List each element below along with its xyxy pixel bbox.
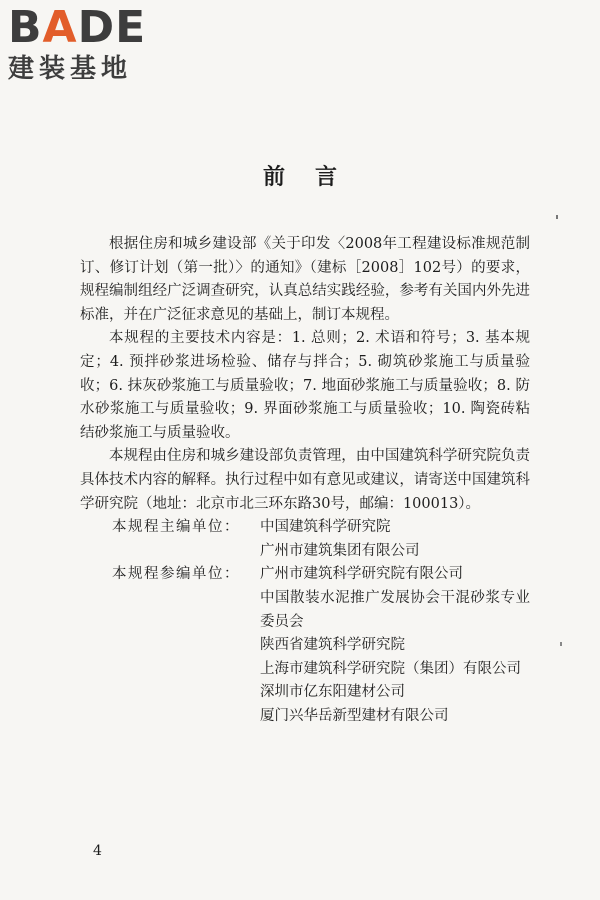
list-item: 上海市建筑科学研究院（集团）有限公司 — [260, 660, 521, 677]
participating-units-row — [80, 563, 530, 728]
chief-units-list — [260, 516, 530, 563]
logo-letter-a: A — [42, 2, 78, 53]
logo-wordmark — [8, 2, 178, 53]
brand-logo — [8, 2, 178, 84]
participating-units-label: 本规程参编单位： — [112, 566, 240, 583]
scan-speck — [556, 215, 558, 219]
scan-speck — [560, 642, 562, 646]
paragraph-background: 根据住房和城乡建设部《关于印发〈2008年工程建设标准规范制订、修订计划（第一批）〉的通知》（建标［2008］102号）的要求，规程编制组经广泛调查研究，认真总结实践经验，参考有关国内外先进标准，并在广泛征求意见的基础上，制订本规程。 — [80, 236, 530, 323]
paragraph-management: 本规程由住房和城乡建设部负责管理，由中国建筑科学研究院负责具体技术内容的解释。执行过程中如有意见或建议，请寄送中国建筑科学研究院（地址：北京市北三环东路30号，邮编：100013）。 — [80, 448, 530, 512]
logo-subtitle: 建装基地 — [8, 54, 133, 84]
list-item: 厦门兴华岳新型建材有限公司 — [260, 707, 449, 724]
list-item: 广州市建筑集团有限公司 — [260, 542, 420, 559]
preface-body — [80, 233, 530, 728]
chief-units-label: 本规程主编单位： — [112, 519, 240, 536]
chief-units-row — [80, 516, 530, 563]
list-item: 深圳市亿东阳建材公司 — [260, 684, 405, 701]
logo-letters-de: DE — [77, 2, 147, 53]
list-item: 中国建筑科学研究院 — [260, 519, 391, 536]
list-item: 陕西省建筑科学研究院 — [260, 637, 405, 654]
units-section — [80, 516, 530, 728]
list-item: 广州市建筑科学研究院有限公司 — [260, 566, 463, 583]
participating-units-list — [260, 563, 530, 728]
logo-letter-b: B — [8, 2, 43, 53]
list-item: 中国散装水泥推广发展协会干混砂浆专业委员会 — [260, 589, 530, 630]
page-number: 4 — [93, 843, 102, 859]
paragraph-technical-contents: 本规程的主要技术内容是：1. 总则；2. 术语和符号；3. 基本规定；4. 预拌砂浆进场检验、储存与拌合；5. 砌筑砂浆施工与质量验收；6. 抹灰砂浆施工与质量验收；7. 地面砂浆施工与质量验收；8. 防水砂浆施工与质量验收；9. 界面砂浆施工与质量验收；10. 陶瓷砖粘结砂浆施工与质量验收。 — [80, 330, 530, 441]
page-title: 前言 — [262, 164, 367, 190]
